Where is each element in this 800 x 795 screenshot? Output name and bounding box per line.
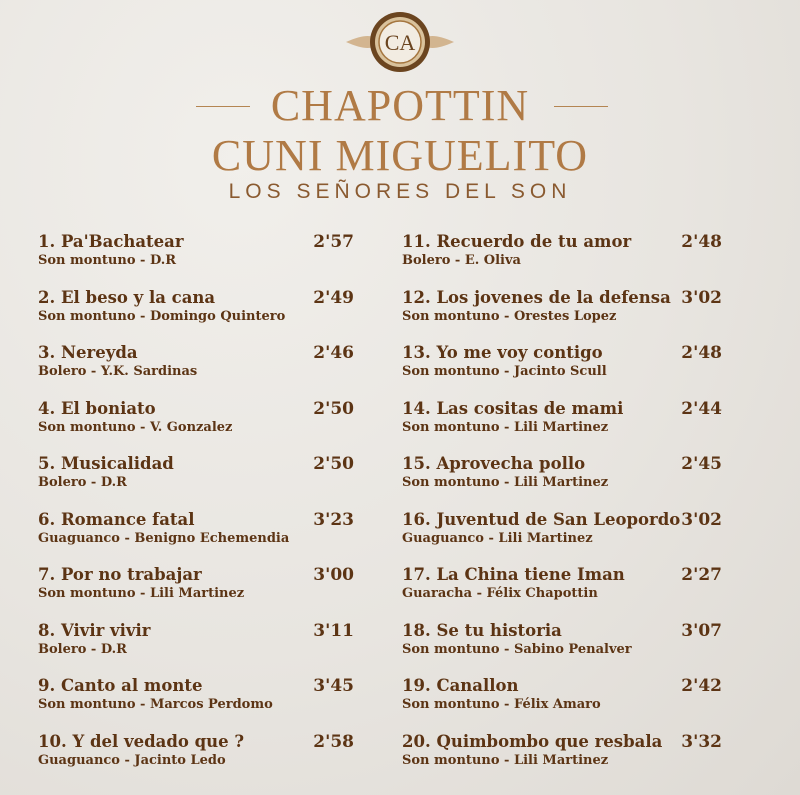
track-title: 12. Los jovenes de la defensa (402, 287, 671, 307)
track-item (402, 621, 726, 677)
track-duration: 2'46 (313, 343, 354, 363)
track-title: 2. El beso y la cana (38, 287, 216, 307)
track-duration: 2'48 (681, 343, 722, 363)
track-duration: 2'27 (681, 565, 722, 585)
track-item (38, 232, 358, 288)
artist-title-line1: CHAPOTTIN (270, 81, 530, 130)
track-title: 7. Por no trabajar (38, 565, 202, 584)
track-info: Guaracha - Félix Chapottin (402, 586, 598, 601)
track-title: 14. Las cositas de mami (402, 398, 624, 418)
album-subtitle: LOS SEÑORES DEL SON (228, 180, 572, 203)
track-item (402, 454, 726, 510)
track-duration: 2'48 (681, 232, 722, 252)
track-info: Bolero - D.R (38, 475, 127, 490)
track-duration: 2'58 (313, 731, 354, 752)
track-info: Guaguanco - Benigno Echemendia (38, 530, 290, 546)
track-item (38, 399, 358, 455)
tracklist-left-column (38, 232, 358, 787)
track-info: Son montuno - V. Gonzalez (38, 419, 233, 435)
track-duration: 2'42 (681, 676, 722, 696)
track-title: 6. Romance fatal (38, 509, 195, 529)
track-duration: 2'49 (313, 287, 354, 308)
track-info: Son montuno - Jacinto Scull (402, 364, 607, 379)
track-info: Son montuno - Lili Martinez (402, 419, 609, 435)
track-item (402, 288, 726, 344)
track-item (402, 232, 726, 288)
track-item (38, 288, 358, 344)
track-title: 1. Pa'Bachatear (38, 232, 184, 251)
track-info: Son montuno - Lili Martinez (38, 586, 245, 601)
track-duration: 2'45 (681, 454, 722, 474)
track-title: 10. Y del vedado que ? (38, 731, 245, 751)
track-title: 19. Canallon (402, 676, 519, 695)
track-title: 11. Recuerdo de tu amor (402, 232, 632, 251)
track-duration: 2'57 (313, 232, 354, 252)
track-item (38, 510, 358, 566)
track-duration: 3'02 (681, 287, 722, 308)
track-info: Son montuno - Sabino Penalver (402, 641, 632, 657)
track-title: 9. Canto al monte (38, 676, 203, 695)
track-duration: 3'32 (681, 731, 722, 752)
track-duration: 3'02 (681, 509, 722, 530)
track-title: 18. Se tu historia (402, 620, 562, 640)
track-item (402, 343, 726, 399)
track-info: Son montuno - Lili Martinez (402, 752, 609, 768)
track-info: Son montuno - Domingo Quintero (38, 308, 286, 324)
track-item (402, 565, 726, 621)
track-info: Son montuno - Orestes Lopez (402, 308, 617, 324)
track-title: 8. Vivir vivir (38, 620, 151, 640)
track-item (402, 732, 726, 788)
track-title: 4. El boniato (38, 398, 156, 418)
track-duration: 3'45 (313, 676, 354, 696)
track-duration: 2'44 (681, 398, 722, 419)
svg-text:CA: CA (384, 30, 416, 55)
track-item (402, 510, 726, 566)
track-duration: 2'50 (313, 398, 354, 419)
track-duration: 3'00 (313, 565, 354, 585)
track-duration: 3'23 (313, 509, 354, 530)
tracklist-right-column (402, 232, 726, 787)
track-title: 17. La China tiene Iman (402, 565, 625, 584)
track-title: 13. Yo me voy contigo (402, 343, 603, 362)
track-info: Son montuno - Félix Amaro (402, 697, 601, 712)
artist-title-line2: CUNI MIGUELITO (211, 131, 589, 180)
track-item (38, 454, 358, 510)
track-info: Son montuno - Lili Martinez (402, 475, 609, 490)
track-info: Guaguanco - Jacinto Ledo (38, 752, 226, 768)
track-title: 5. Musicalidad (38, 454, 174, 473)
track-item (38, 621, 358, 677)
track-info: Bolero - Y.K. Sardinas (38, 364, 198, 379)
track-item (38, 732, 358, 788)
track-info: Bolero - E. Oliva (402, 253, 521, 268)
track-item (38, 343, 358, 399)
track-info: Son montuno - Marcos Perdomo (38, 697, 273, 712)
track-duration: 3'11 (313, 620, 354, 641)
track-duration: 2'50 (313, 454, 354, 474)
track-title: 16. Juventud de San Leopordo (402, 509, 681, 529)
track-info: Guaguanco - Lili Martinez (402, 530, 593, 546)
track-title: 3. Nereyda (38, 343, 138, 362)
brand-emblem-icon (344, 8, 456, 76)
track-title: 15. Aprovecha pollo (402, 454, 586, 473)
track-info: Son montuno - D.R (38, 253, 177, 268)
track-title: 20. Quimbombo que resbala (402, 731, 663, 751)
track-item (38, 676, 358, 732)
track-info: Bolero - D.R (38, 641, 127, 657)
track-duration: 3'07 (681, 620, 722, 641)
track-item (38, 565, 358, 621)
track-item (402, 676, 726, 732)
track-item (402, 399, 726, 455)
